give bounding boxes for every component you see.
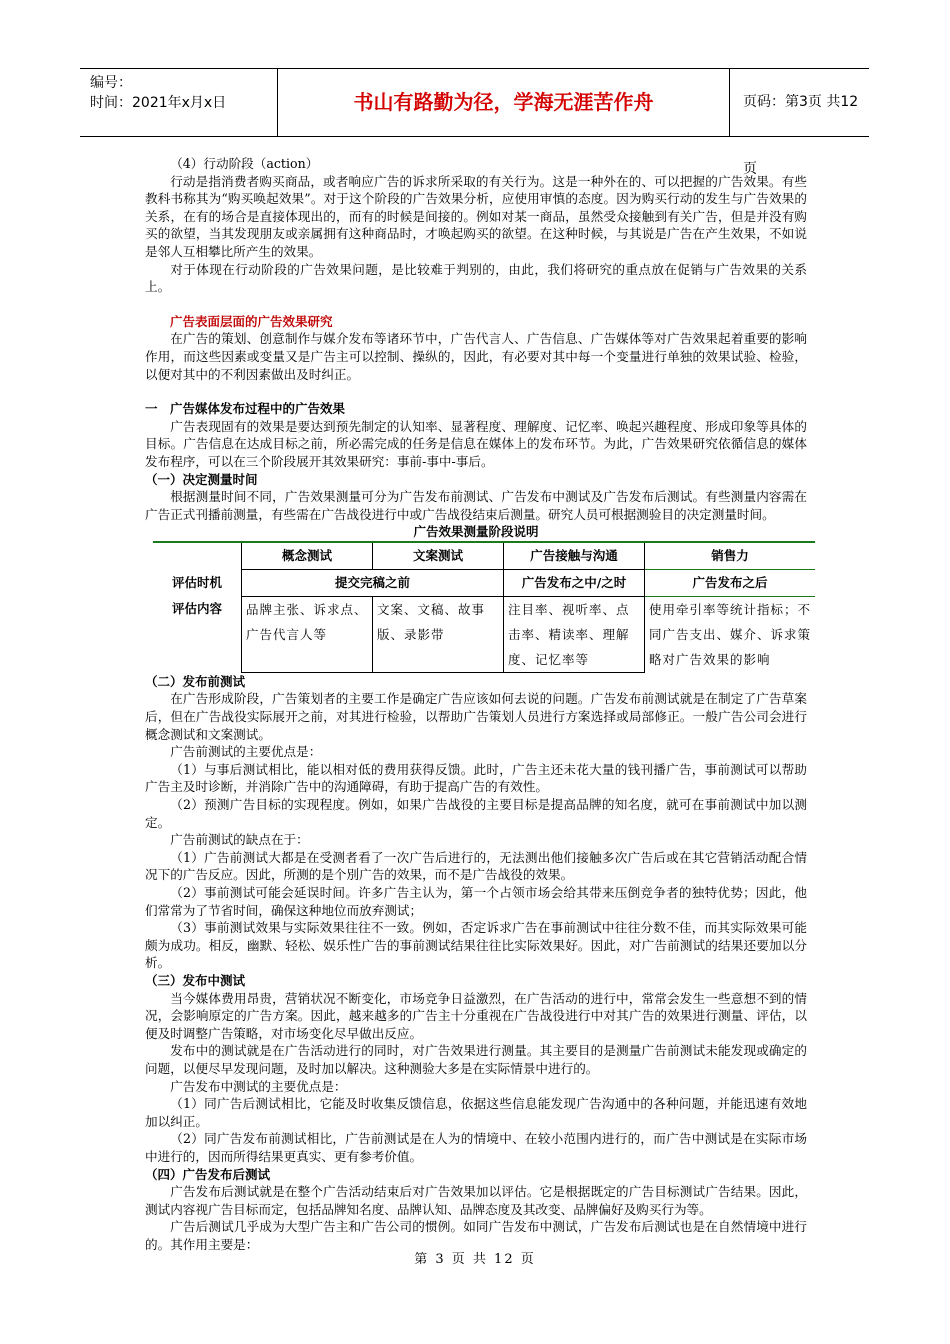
table-cell: 文案、文稿、故事版、录影带	[373, 596, 504, 672]
paragraph: 广告发布中测试的主要优点是：	[170, 1078, 347, 1094]
paragraph: 行动是指消费者购买商品，或者响应广告的诉求所采取的有关行为。这是一种外在的、可以把握的广告效果。有些教科书称其为“购买唤起效果”。对于这个阶段的广告效果分析，应使用审慎的态度。因为购买行动的发生与广告效果的关系，在有的场合是直接体现出的，而有的时候是间接的。例如对某一商品，虽然受众接触到有关广告，但是并没有购买的欲望，当其发现朋友或亲属拥有这种商品时，才唤起购买的欲望。在这种时候，与其说是广告在产生效果，不如说是邻人互相攀比所产生的效果。	[145, 173, 807, 259]
subsection-title: （4）行动阶段（action）	[170, 156, 319, 171]
table-cell: 品牌主张、诉求点、广告代言人等	[242, 596, 373, 672]
paragraph: （2）预测广告目标的实现程度。例如，如果广告战役的主要目标是提高品牌的知名度，就可在事前测试中加以测定。	[145, 797, 807, 830]
paragraph: 广告前测试的缺点在于：	[170, 832, 309, 848]
table-header: 文案测试	[373, 542, 504, 570]
table-cell: 广告发布之中/之时	[504, 569, 645, 596]
row-label: 评估时机	[171, 575, 222, 591]
paragraph: 对于体现在行动阶段的广告效果问题，是比较难于判别的，由此，我们将研究的重点放在促销与广告效果的关系上。	[145, 261, 807, 295]
paragraph: 根据测量时间不同，广告效果测量可分为广告发布前测试、广告发布中测试及广告发布后测试。有些测量内容需在广告正式刊播前测量，有些需在广告战役进行中或广告战役结束后测量。研究人员可根据测验目的决定测量时间。	[145, 489, 807, 522]
paragraph: 发布中的测试就是在广告活动进行的同时，对广告效果进行测量。其主要目的是测量广告前测试未能发现或确定的问题，以便尽早发现问题，及时加以解决。这种测验大多是在实际情景中进行的。	[145, 1043, 807, 1076]
paragraph: 广告表现固有的效果是要达到预先制定的认知率、显著程度、理解度、记忆率、唤起兴趣程度、形成印象等具体的目标。广告信息在达成目标之前，所必需完成的任务是信息在媒体上的发布环节。为此，广告效果研究依循信息的媒体发布程序，可以在三个阶段展开其效果研究：事前-事中-事后。	[145, 418, 807, 469]
section-heading: （四）广告发布后测试	[145, 1166, 271, 1182]
table-cell: 提交完稿之前	[242, 569, 504, 596]
document-body	[145, 155, 812, 1253]
measurement-stage-table	[153, 541, 815, 673]
paragraph: （3）事前测试效果与实际效果往往不一致。例如，否定诉求广告在事前测试中往往分数不佳，而其实际效果可能颇为成功。相反，幽默、轻松、娱乐性广告的事前测试结果往往比实际效果好。因此，对广告前测试的结果还要加以分析。	[145, 920, 807, 971]
paragraph: 广告后测试几乎成为大型广告主和广告公司的惯例。如同广告发布中测试，广告发布后测试也是在自然情境中进行的。其作用主要是：	[145, 1219, 807, 1252]
paragraph: 当今媒体费用昂贵，营销状况不断变化，市场竞争日益激烈，在广告活动的进行中，常常会发生一些意想不到的情况，会影响原定的广告方案。因此，越来越多的广告主十分重视在广告战役进行中对其广告的效果进行测量、评估，以便及时调整广告策略，对市场变化尽早做出反应。	[145, 990, 807, 1041]
header-motto: 书山有路勤为径，学海无涯苦作舟	[278, 69, 730, 136]
section-heading: （二）发布前测试	[145, 673, 246, 689]
paragraph: 广告发布后测试就是在整个广告活动结束后对广告效果加以评估。它是根据既定的广告目标测试广告结果。因此，测试内容视广告目标而定，包括品牌知名度、品牌认知、品牌态度及其改变、品牌偏好及购买行为等。	[145, 1184, 807, 1217]
section-heading: 一 广告媒体发布过程中的广告效果	[145, 401, 346, 417]
paragraph: （1）与事后测试相比，能以相对低的费用获得反馈。此时，广告主还未花大量的钱刊播广告，事前测试可以帮助广告主及时诊断，并消除广告中的沟通障碍，有助于提高广告的有效性。	[145, 761, 807, 795]
paragraph: （2）事前测试可能会延误时间。许多广告主认为，第一个占领市场会给其带来压倒竞争者的独特优势；因此，他们常常为了节省时间，确保这种地位而放弃测试；	[145, 885, 807, 918]
section-heading: （三）发布中测试	[145, 972, 246, 988]
header-page-info: 页码：第3页 共12页	[743, 94, 859, 177]
header-meta	[80, 69, 278, 136]
table-header: 广告接触与沟通	[504, 542, 645, 570]
table-cell: 广告发布之后	[645, 569, 816, 596]
row-label: 评估内容	[171, 601, 222, 617]
paragraph: 广告前测试的主要优点是：	[170, 744, 322, 760]
table-cell: 注目率、视听率、点击率、精读率、理解度、记忆率等	[504, 596, 645, 672]
number-label: 编号：	[90, 75, 132, 91]
page-footer: 第 3 页 共 12 页	[414, 1252, 536, 1267]
paragraph: （1）同广告后测试相比，它能及时收集反馈信息，依据这些信息能发现广告沟通中的各种问题，并能迅速有效地加以纠正。	[145, 1096, 807, 1129]
table-header: 销售力	[645, 542, 816, 570]
table-cell: 使用牵引率等统计指标；不同广告支出、媒介、诉求策略对广告效果的影响	[645, 596, 816, 672]
table-caption: 广告效果测量阶段说明	[413, 524, 539, 540]
table-header: 概念测试	[242, 542, 373, 570]
section-heading: （一）决定测量时间	[145, 471, 258, 487]
paragraph: 在广告形成阶段，广告策划者的主要工作是确定广告应该如何去说的问题。广告发布前测试就是在制定了广告草案后，但在广告战役实际展开之前，对其进行检验，以帮助广告策划人员进行方案选择或局部修正。一般广告公司会进行概念测试和文案测试。	[145, 691, 807, 742]
paragraph: 在广告的策划、创意制作与媒介发布等诸环节中，广告代言人、广告信息、广告媒体等对广告效果起着重要的影响作用，而这些因素或变量又是广告主可以控制、操纵的，因此，有必要对其中每一个变量进行单独的效果试验、检验，以便对其中的不利因素做出及时纠正。	[145, 331, 807, 382]
time-label: 时间：2021年x月x日	[90, 95, 227, 111]
paragraph: （1）广告前测试大都是在受测者看了一次广告后进行的，无法测出他们接触多次广告后或在其它营销活动配合情况下的广告反应。因此，所测的是个別广告的效果，而不是广告战役的效果。	[145, 849, 807, 883]
paragraph: （2）同广告发布前测试相比，广告前测试是在人为的情境中、在较小范围内进行的，而广告中测试是在实际市场中进行的，因而所得结果更真实、更有参考价值。	[145, 1131, 807, 1164]
section-heading: 广告表面层面的广告效果研究	[170, 313, 333, 329]
